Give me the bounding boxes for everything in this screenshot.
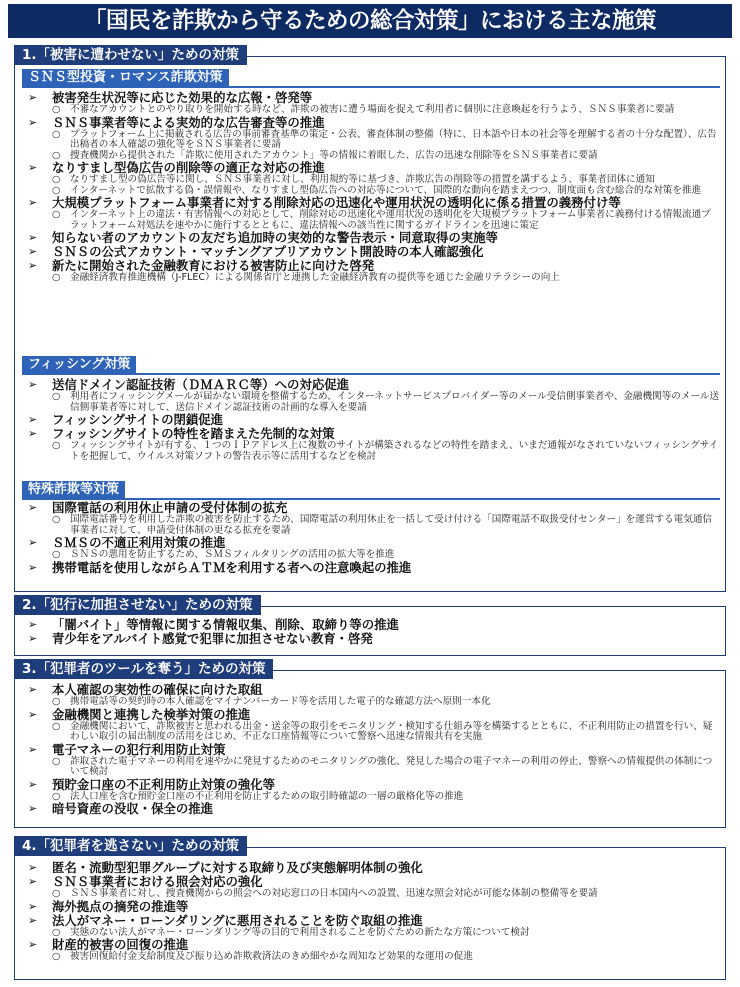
list-item-text: 新たに開始された金融教育における被害防止に向けた啓発: [52, 259, 375, 273]
list-item-text: フィッシングサイトの閉鎖促進: [52, 413, 224, 427]
circle-bullet-icon: ○: [52, 549, 61, 560]
list-item-text: ＳＭＳの不適正利用対策の推進: [52, 536, 226, 550]
circle-bullet-icon: ○: [52, 790, 61, 802]
list-item: [24, 938, 720, 952]
group-tokushu-divider: [22, 498, 720, 500]
list-item: [24, 378, 720, 392]
circle-bullet-icon: ○: [52, 128, 61, 140]
arrow-bullet-icon: ➢: [28, 196, 38, 209]
group-tokushu-items: [24, 501, 720, 575]
arrow-bullet-icon: ➢: [28, 91, 38, 104]
sub-item-text: インターネット上の違法・有害情報への対応として、削除対応の迅速化や運用状況の透明化を大規模プラットフォーム事業者に義務付ける情報流通プラットフォーム対処法を速やかに施行するとともに、違法情報への該当性に関するガイドラインを迅速に策定: [70, 209, 711, 231]
list-item: [24, 802, 720, 816]
arrow-bullet-icon: ➢: [28, 777, 38, 791]
arrow-bullet-icon: ➢: [28, 378, 38, 391]
list-item: [24, 632, 720, 646]
arrow-bullet-icon: ➢: [28, 501, 38, 514]
list-item: [24, 778, 720, 792]
section-1-heading: 1.「被害に遭わせない」ための対策: [14, 45, 247, 65]
list-item-text: 金融機関と連携した検挙対策の推進: [52, 707, 251, 722]
list-item: [24, 259, 720, 273]
circle-bullet-icon: ○: [52, 391, 61, 402]
list-item: [24, 116, 720, 130]
list-item-text: 暗号資産の没収・保全の推進: [52, 802, 214, 816]
arrow-bullet-icon: ➢: [28, 683, 38, 696]
arrow-bullet-icon: ➢: [28, 632, 38, 645]
list-item: [24, 875, 720, 889]
circle-bullet-icon: ○: [52, 951, 61, 962]
sub-item: [24, 928, 720, 939]
list-item-text: ＳＮＳ事業者等による実効的な広告審査等の推進: [52, 115, 325, 130]
circle-bullet-icon: ○: [52, 514, 61, 525]
sub-item-text: 実態のない法人がマネー・ローンダリング等の目的で利用されることを防ぐための新たな方策について検討: [70, 926, 530, 938]
section-4-items: [24, 861, 720, 963]
arrow-bullet-icon: ➢: [28, 413, 38, 426]
circle-bullet-icon: ○: [52, 209, 61, 220]
section-2-heading: 2.「犯行に加担させない」ための対策: [14, 595, 261, 615]
sub-item-text: 詐取された電子マネーの利用を速やかに発見するためのモニタリングの強化、発見した場合の電子マネーの利用の停止、警察への情報提供の体制について検討: [70, 755, 713, 777]
group-sns-divider: [22, 86, 720, 88]
sub-item: [24, 792, 720, 803]
list-item: [24, 914, 720, 928]
sub-item: [24, 186, 720, 197]
arrow-bullet-icon: ➢: [28, 802, 38, 815]
list-item: [24, 683, 720, 697]
circle-bullet-icon: ○: [52, 104, 61, 115]
list-item-text: ＳＮＳの公式アカウント・マッチングアプリアカウント開設時の本人確認強化: [52, 245, 484, 259]
section-2-items: [24, 618, 720, 646]
list-item-text: 預貯金口座の不正利用防止対策の強化等: [52, 777, 276, 792]
list-item-text: 青少年をアルバイト感覚で犯罪に加担させない教育・啓発: [52, 632, 373, 646]
list-item: [24, 536, 720, 550]
list-item-text: 財産的被害の回復の推進: [52, 938, 189, 952]
sub-item: [24, 952, 720, 963]
list-item: [24, 161, 720, 175]
list-item: [24, 196, 720, 210]
section-3-heading: 3.「犯罪者のツールを奪う」ための対策: [14, 659, 273, 679]
sub-item-text: 携帯電話等の契約時の本人確認をマイナンバーカード等を活用した電子的な確認方法へ原則一本化: [70, 696, 491, 707]
arrow-bullet-icon: ➢: [28, 259, 38, 272]
arrow-bullet-icon: ➢: [28, 938, 38, 951]
list-item-text: 知らない者のアカウントの友だち追加時の実効的な警告表示・同意取得の実施等: [52, 231, 498, 245]
sub-item: [24, 130, 720, 151]
list-item-text: 携帯電話を使用しながらＡＴＭを利用する者への注意喚起の推進: [52, 560, 412, 575]
sub-item: [24, 105, 720, 116]
list-item: [24, 900, 720, 914]
list-item-text: 国際電話の利用休止申請の受付体制の拡充: [52, 501, 288, 515]
list-item-text: なりすまし型偽広告の削除等の適正な対応の推進: [52, 161, 325, 175]
arrow-bullet-icon: ➢: [28, 742, 38, 756]
circle-bullet-icon: ○: [52, 174, 61, 185]
list-item-text: 送信ドメイン認証技術（ＤＭＡＲＣ等）への対応促進: [52, 378, 350, 392]
list-item: [24, 501, 720, 515]
arrow-bullet-icon: ➢: [28, 231, 38, 244]
sub-item: [24, 392, 720, 413]
group-phishing-heading: フィッシング対策: [22, 356, 136, 374]
sub-item: [24, 757, 720, 778]
sub-item-text: 国際電話番号を利用した詐欺の被害を防止するため、国際電話の利用休止を一括して受け付ける「国際電話不取扱受付センター」を運営する電気通信事業者に対して、申請受付体制の更なる拡充を要請: [70, 514, 713, 536]
section-3-items: [24, 683, 720, 816]
sub-item-text: ＳＮＳの悪用を防止するため、ＳＭＳフィルタリングの活用の拡大等を推進: [70, 549, 395, 560]
list-item: [24, 618, 720, 632]
list-item-text: 電子マネーの犯行利用防止対策: [52, 742, 226, 757]
arrow-bullet-icon: ➢: [28, 536, 38, 549]
list-item-text: 大規模プラットフォーム事業者に対する削除対応の迅速化や運用状況の透明化に係る措置の義務付け等: [52, 196, 621, 210]
arrow-bullet-icon: ➢: [28, 913, 38, 927]
circle-bullet-icon: ○: [52, 720, 61, 732]
sub-item-text: 金融機関において、詐欺被害と思われる出金・送金等の取引をモニタリング・検知する仕組み等を構築するとともに、不正利用防止の措置を行い、疑わしい取引の届出制度の活用をはじめ、不正な口座情報等について警察へ迅速な情報共有を実施: [70, 720, 713, 742]
arrow-bullet-icon: ➢: [28, 899, 38, 913]
arrow-bullet-icon: ➢: [28, 875, 38, 888]
list-item: [24, 231, 720, 245]
sub-item-text: プラットフォーム上に掲載される広告の事前審査基準の策定・公表、審査体制の整備（特に、日本語や日本の社会等を理解する者の十分な配置）、広告出稿者の本人確認の強化等をＳＮＳ事業者に要請: [70, 128, 717, 150]
sub-item: [24, 273, 720, 284]
sub-item-text: フィッシングサイトが有する、１つのＩＰアドレス上に複数のサイトが構築されるなどの特性を踏まえ、いまだ通報がなされていないフィッシングサイトを把握して、ウイルス対策ソフトの警告表示等に活用するなどを検討: [70, 440, 719, 462]
sub-item: [24, 889, 720, 900]
sub-item: [24, 210, 720, 231]
sub-item: [24, 722, 720, 743]
list-item-text: 「闇バイト」等情報に関する情報収集、削除、取締り等の推進: [52, 618, 399, 632]
list-item-text: 法人がマネー・ローンダリングに悪用されることを防ぐ取組の推進: [52, 913, 423, 928]
group-sns-heading: ＳＮＳ型投資・ロマンス詐欺対策: [22, 69, 229, 87]
list-item: [24, 743, 720, 757]
sub-item-text: 利用者にフィッシングメールが届かない環境を整備するため、インターネットサービスプロバイダー等のメール受信側事業者や、金融機関等のメール送信側事業者等に対して、送信ドメイン認証技術の計画的な導入を要請: [70, 391, 720, 413]
list-item-text: ＳＮＳ事業者における照会対応の強化: [52, 875, 263, 889]
sub-item: [24, 697, 720, 708]
sub-item-text: 法人口座を含む預貯金口座の不正利用を防止するための取引時確認の一層の厳格化等の推進: [70, 790, 464, 802]
sub-item-text: なりすまし型の偽広告等に関し、ＳＮＳ事業者に対し、利用規約等に基づき、詐欺広告の削除等の措置を講ずるよう、事業者団体に通知: [70, 174, 655, 185]
arrow-bullet-icon: ➢: [28, 115, 38, 129]
circle-bullet-icon: ○: [52, 272, 61, 283]
circle-bullet-icon: ○: [52, 888, 61, 899]
sub-item-text: 金融経済教育推進機構（J-FLEC）による関係省庁と連携した金融経済教育の提供等を通じた金融リテラシーの向上: [70, 272, 560, 283]
group-phishing-items: [24, 378, 720, 462]
circle-bullet-icon: ○: [52, 755, 61, 767]
arrow-bullet-icon: ➢: [28, 618, 38, 631]
list-item: [24, 427, 720, 441]
circle-bullet-icon: ○: [52, 149, 61, 161]
circle-bullet-icon: ○: [52, 440, 61, 451]
list-item-text: 被害発生状況等に応じた効果的な広報・啓発等: [52, 91, 313, 105]
list-item: [24, 91, 720, 105]
list-item: [24, 861, 720, 875]
sub-item: [24, 550, 720, 561]
arrow-bullet-icon: ➢: [28, 161, 38, 174]
list-item: [24, 245, 720, 259]
sub-item: [24, 515, 720, 536]
sub-item-text: 被害回復給付金支給制度及び振り込め詐欺救済法のきめ細やかな周知など効果的な運用の促進: [70, 951, 473, 962]
list-item: [24, 708, 720, 722]
sub-item-text: 捜査機関から提供された「詐欺に使用されたアカウント」等の情報に着眼した、広告の迅速な削除等をＳＮＳ事業者に要請: [70, 149, 598, 161]
circle-bullet-icon: ○: [52, 696, 61, 707]
list-item: [24, 413, 720, 427]
arrow-bullet-icon: ➢: [28, 707, 38, 721]
arrow-bullet-icon: ➢: [28, 427, 38, 440]
group-sns-items: [24, 91, 720, 284]
sub-item-text: インターネットで拡散する偽・誤情報や、なりすまし型偽広告への対応等について、国際的な動向を踏まえつつ、制度面も含む総合的な対策を推進: [70, 184, 702, 196]
list-item-text: 海外拠点の摘発の推進等: [52, 899, 189, 914]
sub-item: [24, 151, 720, 162]
list-item-text: 匿名・流動型犯罪グループに対する取締り及び実態解明体制の強化: [52, 861, 423, 875]
circle-bullet-icon: ○: [52, 184, 61, 196]
sub-item-text: 不審なアカウントとのやり取りを開始する時など、詐欺の被害に遭う場面を捉えて利用者に個別に注意喚起を行うよう、ＳＮＳ事業者に要請: [70, 104, 675, 115]
sub-item: [24, 441, 720, 462]
sub-item-text: ＳＮＳ事業者に対し、捜査機関からの照会への対応窓口の日本国内への設置、迅速な照会対応が可能な体制の整備等を要請: [70, 888, 598, 899]
arrow-bullet-icon: ➢: [28, 861, 38, 874]
circle-bullet-icon: ○: [52, 926, 61, 938]
group-tokushu-heading: 特殊詐欺等対策: [22, 481, 125, 499]
arrow-bullet-icon: ➢: [28, 245, 38, 258]
list-item: [24, 561, 720, 575]
group-phishing-divider: [22, 373, 720, 375]
section-4-heading: 4.「犯罪者を逃さない」ための対策: [14, 836, 247, 856]
list-item-text: 本人確認の実効性の確保に向けた取組: [52, 683, 263, 697]
arrow-bullet-icon: ➢: [28, 560, 38, 574]
list-item-text: フィッシングサイトの特性を踏まえた先制的な対策: [52, 427, 335, 441]
page-title: 「国民を詐欺から守るための総合対策」における主な施策: [8, 4, 732, 38]
